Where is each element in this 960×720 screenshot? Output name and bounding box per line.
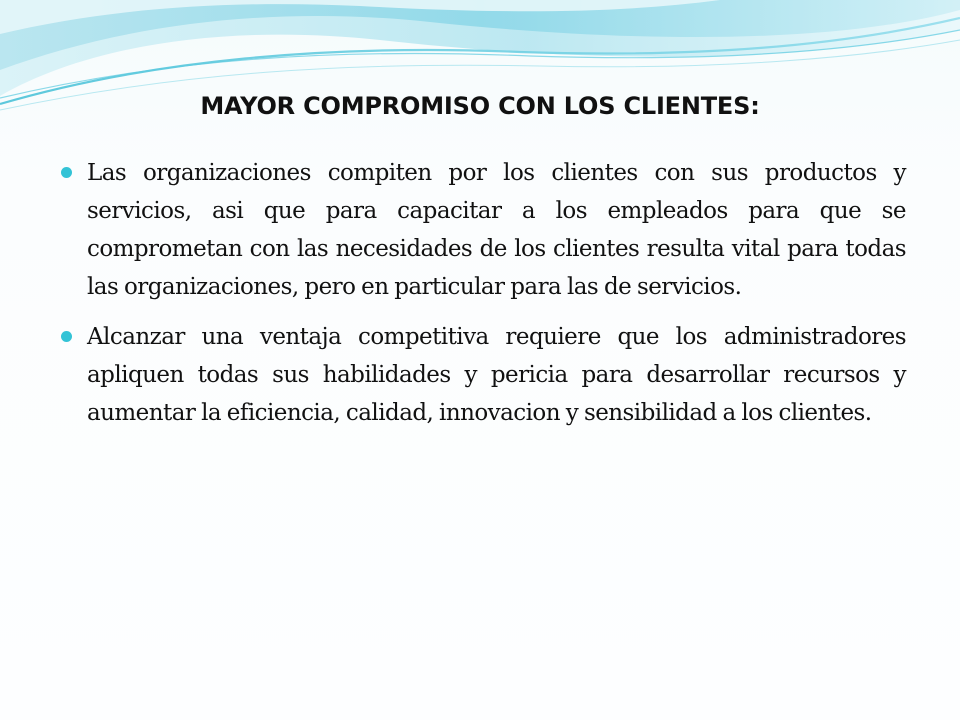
bullet-item — [60, 154, 906, 306]
bullet-item — [60, 318, 906, 432]
slide-title: MAYOR COMPROMISO CON LOS CLIENTES: — [200, 92, 760, 120]
bullet-text: Las organizaciones compiten por los clientes con sus productos y servicios, asi que para capacitar a los empleados para que se comprometan con las necesidades de los clientes resulta vital para todas las organizaciones, pero en particular para las de servicios. — [87, 160, 906, 300]
bullet-text: Alcanzar una ventaja competitiva requiere que los administradores apliquen todas sus habilidades y pericia para desarrollar recursos y aumentar la eficiencia, calidad, innovacion y sensibilidad a los clientes. — [87, 324, 906, 426]
bullet-marker-icon — [61, 331, 72, 342]
bullet-marker-icon — [61, 167, 72, 178]
bullet-list — [60, 154, 906, 444]
